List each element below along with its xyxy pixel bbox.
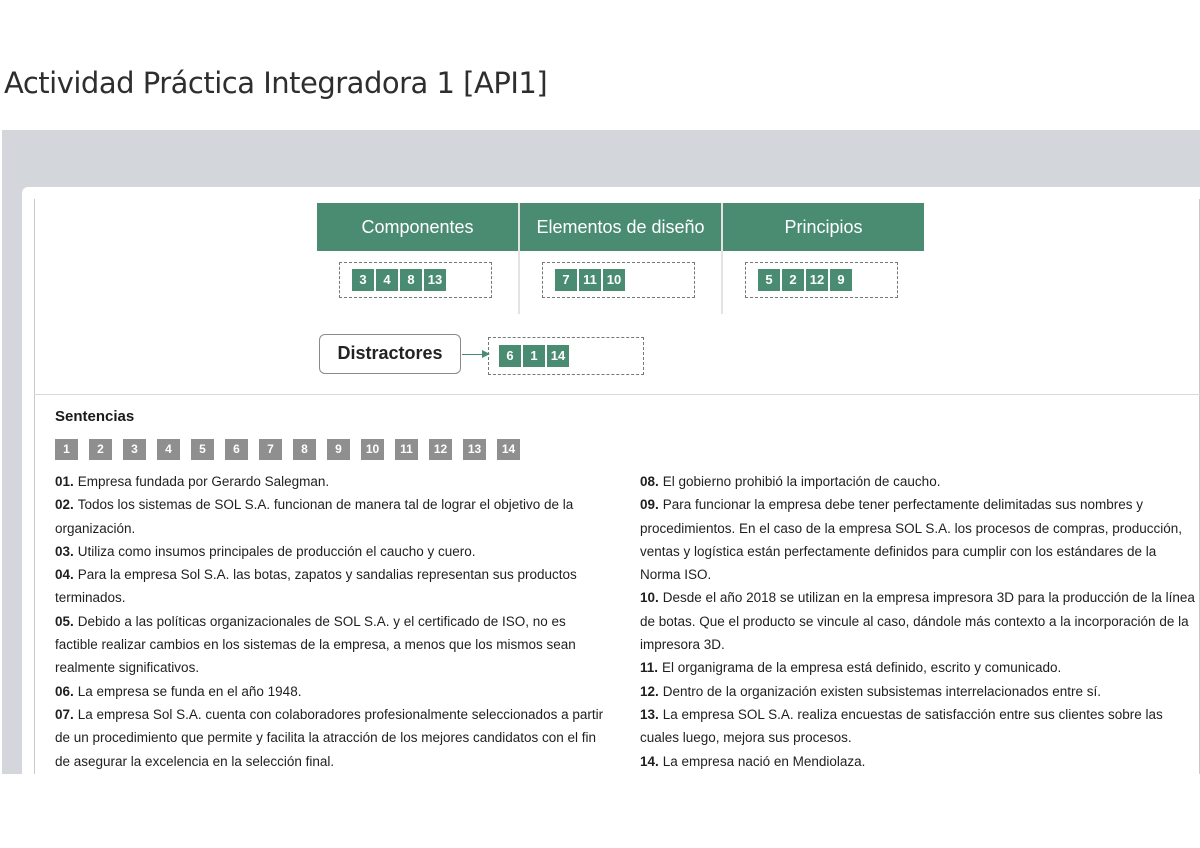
sentence-text: El gobierno prohibió la importación de caucho. [662, 474, 941, 489]
activity-card [22, 187, 1200, 774]
drop-zone-distractores[interactable] [488, 337, 644, 375]
sentence-tile[interactable]: 11 [395, 439, 418, 460]
answer-tile[interactable]: 8 [400, 269, 422, 291]
sentence-text: La empresa Sol S.A. cuenta con colaboradores profesionalmente seleccionados a partir de un procedimiento que permite y facilita la atracción de los mejores candidatos con el fin de asegurar la excelencia en la selección final. [55, 706, 604, 769]
sentence-number: 12. [640, 683, 659, 699]
sentence-tile[interactable]: 9 [327, 439, 350, 460]
answer-tile[interactable]: 11 [579, 269, 601, 291]
drop-zone-componentes[interactable] [339, 262, 492, 298]
activity-frame [2, 130, 1200, 774]
sentence-number: 14. [640, 753, 659, 769]
sentence-item [640, 493, 1200, 586]
sentence-item [640, 703, 1200, 750]
sentence-number: 01. [55, 474, 74, 489]
sentence-text: Todos los sistemas de SOL S.A. funcionan de manera tal de lograr el objetivo de la organización. [55, 497, 574, 536]
answer-tile[interactable]: 10 [603, 269, 625, 291]
sentence-item [640, 656, 1200, 679]
sentence-text: Dentro de la organización existen subsistemas interrelacionados entre sí. [662, 683, 1102, 699]
sentence-item [55, 703, 610, 773]
sentences-column-right [640, 470, 1200, 773]
sentence-item [55, 540, 610, 563]
sentence-item [640, 470, 1200, 493]
sentence-text: Utiliza como insumos principales de producción el caucho y cuero. [77, 543, 476, 559]
sentence-tile[interactable]: 10 [361, 439, 384, 460]
drop-zone-elementos-de-diseno[interactable] [542, 262, 695, 298]
answer-tile[interactable]: 2 [782, 269, 804, 291]
answer-tile[interactable]: 5 [758, 269, 780, 291]
sentence-tile[interactable]: 5 [191, 439, 214, 460]
answer-tile[interactable]: 7 [555, 269, 577, 291]
sentence-number: 11. [640, 660, 659, 676]
sentence-number: 09. [640, 497, 659, 513]
category-header: Principios [723, 203, 924, 251]
category-body [723, 251, 924, 312]
sentence-item [640, 750, 1200, 773]
category-header: Elementos de diseño [520, 203, 721, 251]
sentence-number: 02. [55, 497, 74, 513]
sentence-tile[interactable]: 4 [157, 439, 180, 460]
section-divider [34, 394, 1200, 395]
answer-tile[interactable]: 14 [547, 345, 569, 367]
sentence-item [55, 493, 610, 540]
category-body [520, 251, 721, 312]
category-header: Componentes [317, 203, 518, 251]
sentence-item [640, 586, 1200, 656]
sentence-number: 08. [640, 474, 659, 489]
sentence-tile[interactable]: 2 [89, 439, 112, 460]
sentence-tile[interactable]: 7 [259, 439, 282, 460]
answer-tile[interactable]: 12 [806, 269, 828, 291]
sentences-column-left [55, 470, 610, 773]
left-border [34, 199, 35, 774]
category-principios [723, 203, 924, 314]
category-table [317, 203, 924, 314]
sentence-tile[interactable]: 8 [293, 439, 316, 460]
sentence-tile[interactable]: 6 [225, 439, 248, 460]
sentence-number: 04. [55, 567, 74, 583]
sentence-number: 07. [55, 706, 74, 722]
answer-tile[interactable]: 3 [352, 269, 374, 291]
answer-tile[interactable]: 4 [376, 269, 398, 291]
sentence-text: Para funcionar la empresa debe tener perfectamente delimitadas sus nombres y procedimientos. En el caso de la empresa SOL S.A. los procesos de compras, producción, ventas y logística están perfectamente definidos para cumplir con los estándares de la Norma ISO. [640, 497, 1183, 583]
sentence-text: El organigrama de la empresa está definido, escrito y comunicado. [662, 660, 1062, 676]
answer-tile[interactable]: 6 [499, 345, 521, 367]
sentence-item [55, 610, 610, 680]
sentence-text: Desde el año 2018 se utilizan en la empresa impresora 3D para la producción de la línea de botas. Que el producto se vincule al caso, dándole más contexto a la incorporación de la impresora 3D. [640, 590, 1195, 653]
distractors-button[interactable]: Distractores [319, 334, 461, 374]
answer-tile[interactable]: 1 [523, 345, 545, 367]
sentence-number: 06. [55, 683, 74, 699]
sentence-tile-bank [55, 439, 520, 460]
sentence-item [640, 680, 1200, 703]
sentence-tile[interactable]: 13 [463, 439, 486, 460]
answer-tile[interactable]: 13 [424, 269, 446, 291]
page-title: Actividad Práctica Integradora 1 [API1] [4, 66, 548, 100]
category-body [317, 251, 518, 312]
sentence-text: La empresa SOL S.A. realiza encuestas de satisfacción entre sus clientes sobre las cuales luego, mejora sus procesos. [640, 706, 1163, 746]
category-componentes [317, 203, 518, 314]
drop-zone-principios[interactable] [745, 262, 898, 298]
sentence-text: La empresa se funda en el año 1948. [77, 683, 302, 699]
category-elementos-de-diseno [520, 203, 721, 314]
activity-viewport [34, 199, 1200, 774]
sentence-text: La empresa nació en Mendiolaza. [662, 753, 866, 769]
sentence-tile[interactable]: 1 [55, 439, 78, 460]
sentence-tile[interactable]: 12 [429, 439, 452, 460]
answer-tile[interactable]: 9 [830, 269, 852, 291]
sentence-number: 03. [55, 543, 74, 559]
sentence-number: 10. [640, 590, 659, 606]
sentence-number: 13. [640, 706, 659, 722]
sentence-text: Para la empresa Sol S.A. las botas, zapatos y sandalias representan sus productos terminados. [55, 567, 577, 606]
sentences-heading: Sentencias [55, 408, 135, 425]
sentence-item [55, 470, 610, 493]
sentence-text: Empresa fundada por Gerardo Salegman. [77, 474, 330, 489]
sentence-tile[interactable]: 14 [497, 439, 520, 460]
sentence-tile[interactable]: 3 [123, 439, 146, 460]
sentence-number: 05. [55, 613, 74, 629]
sentence-item [55, 680, 610, 703]
sentence-item [55, 563, 610, 610]
sentence-text: Debido a las políticas organizacionales de SOL S.A. y el certificado de ISO, no es factible realizar cambios en los sistemas de la empresa, a menos que los mismos sean realmente significativos. [55, 613, 576, 676]
